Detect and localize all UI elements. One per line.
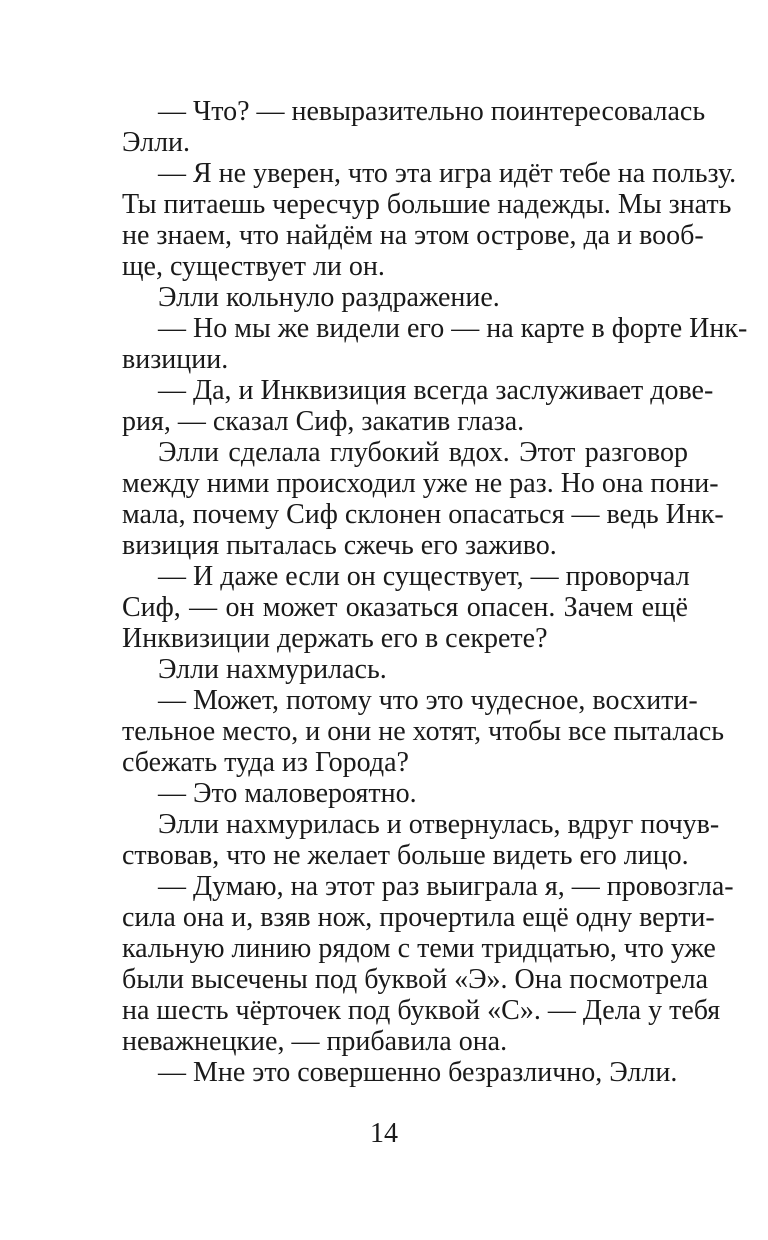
text-line: сила она и, взяв нож, прочертила ещё одну верти- <box>122 902 715 933</box>
text-line: Элли кольнуло раздражение. <box>158 282 500 313</box>
text-line: визиция пыталась сжечь его заживо. <box>122 530 557 561</box>
text-line: Элли. <box>122 127 191 158</box>
text-line: — Я не уверен, что эта игра идёт тебе на пользу. <box>158 158 737 189</box>
text-line: ще, существует ли он. <box>122 251 385 282</box>
text-line: кальную линию рядом с теми тридцатью, что уже <box>122 933 716 964</box>
text-line: Инквизиции держать его в секрете? <box>122 623 548 654</box>
text-line: — Да, и Инквизиция всегда заслуживает дове- <box>158 375 714 406</box>
text-line: Элли нахмурилась и отвернулась, вдруг почув- <box>158 809 720 840</box>
text-line: были высечены под буквой «Э». Она посмотрела <box>122 964 709 995</box>
text-line: неважнецкие, — прибавила она. <box>122 1026 508 1057</box>
text-line: — Но мы же видели его — на карте в форте Инк- <box>158 313 748 344</box>
page-number: 14 <box>370 1118 398 1149</box>
text-line: сбежать туда из Города? <box>122 747 409 778</box>
text-line: Элли нахмурилась. <box>158 654 387 685</box>
text-line: — Может, потому что это чудесное, восхити- <box>158 685 698 716</box>
text-line: не знаем, что найдём на этом острове, да и вооб- <box>122 220 704 251</box>
text-line: на шесть чёрточек под буквой «С». — Дела у тебя <box>122 995 721 1026</box>
text-line: визиции. <box>122 344 229 375</box>
text-line: Сиф, — он может оказаться опасен. Зачем ещё <box>122 592 688 623</box>
text-line: ствовав, что не желает больше видеть его лицо. <box>122 840 689 871</box>
text-line: Элли сделала глубокий вдох. Этот разговор <box>158 437 688 468</box>
text-line: между ними происходил уже не раз. Но она пони- <box>122 468 719 499</box>
text-line: — И даже если он существует, — проворчал <box>158 561 690 592</box>
text-line: Ты питаешь чересчур большие надежды. Мы знать <box>122 189 732 220</box>
book-page-text <box>122 96 748 1088</box>
text-line: рия, — сказал Сиф, закатив глаза. <box>122 406 525 437</box>
text-line: тельное место, и они не хотят, чтобы все пыталась <box>122 716 725 747</box>
text-line: — Думаю, на этот раз выиграла я, — провозгла- <box>158 871 734 902</box>
text-line: мала, почему Сиф склонен опасаться — ведь Инк- <box>122 499 724 530</box>
text-line: — Что? — невыразительно поинтересовалась <box>158 96 706 127</box>
text-line: — Мне это совершенно безразлично, Элли. <box>158 1057 678 1088</box>
text-line: — Это маловероятно. <box>158 778 417 809</box>
